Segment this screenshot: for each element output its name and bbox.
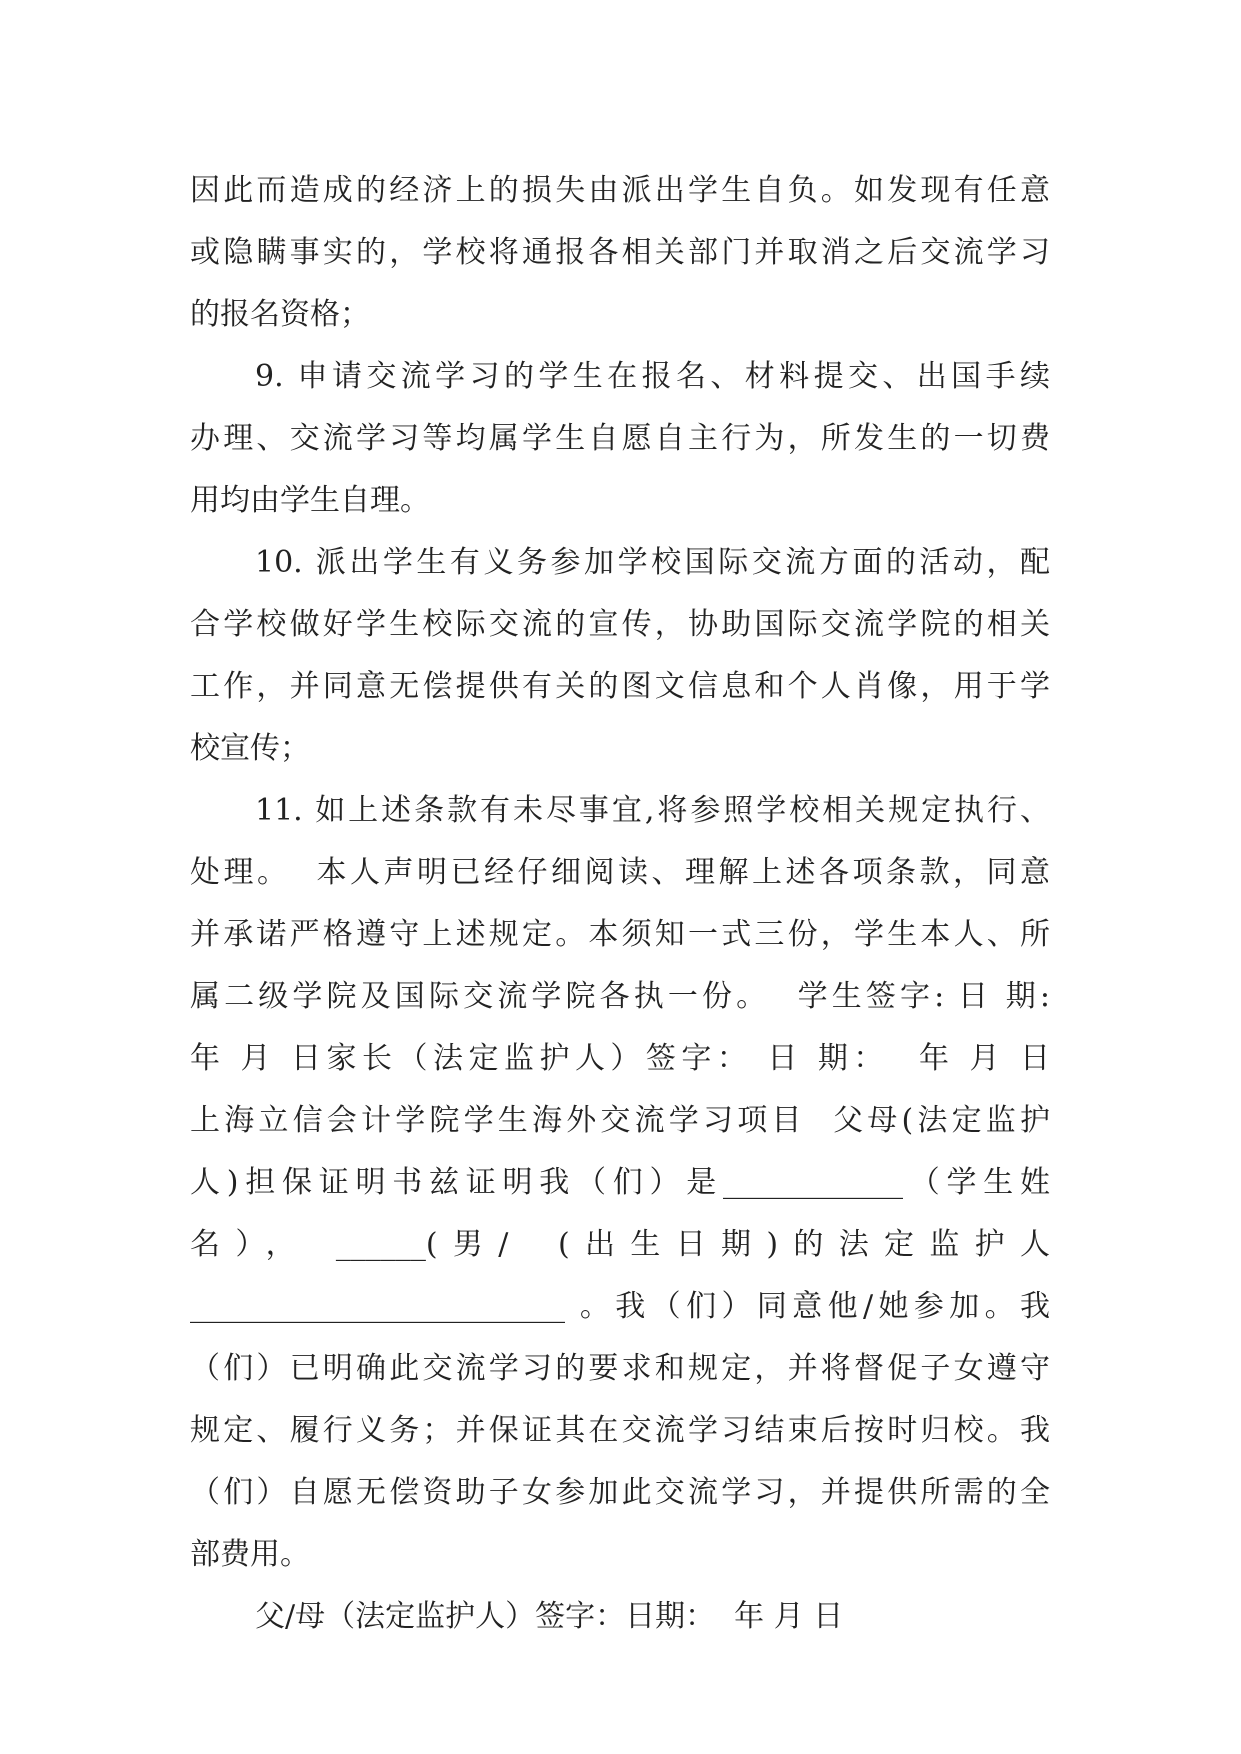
text-line: 11. 如上述条款有未尽事宜,将参照学校相关规定执行、 bbox=[255, 793, 1050, 828]
text-line: 并承诺严格遵守上述规定。本须知一式三份，学生本人、所 bbox=[190, 917, 1050, 952]
text-line: _________________________ 。我（们）同意他/她参加。我 bbox=[190, 1289, 1050, 1324]
text-line: 因此而造成的经济上的损失由派出学生自负。如发现有任意 bbox=[190, 173, 1050, 208]
text-line: 规定、履行义务；并保证其在交流学习结束后按时归校。我 bbox=[190, 1413, 1050, 1448]
text-line: （们）自愿无偿资助子女参加此交流学习，并提供所需的全 bbox=[190, 1475, 1050, 1510]
text-line: 属二级学院及国际交流学院各执一份。 学生签字: 日 期: bbox=[190, 979, 1050, 1014]
text-line: 人)担保证明书兹证明我（们）是____________（学生姓 bbox=[190, 1165, 1050, 1200]
text-line: 或隐瞒事实的，学校将通报各相关部门并取消之后交流学习 bbox=[190, 235, 1050, 270]
text-line: 9. 申请交流学习的学生在报名、材料提交、出国手续 bbox=[255, 359, 1050, 394]
text-line: 名）， ______(男/ (出生日期)的法定监护人 bbox=[190, 1227, 1050, 1262]
text-line: 的报名资格； bbox=[190, 297, 370, 332]
text-line: （们）已明确此交流学习的要求和规定，并将督促子女遵守 bbox=[190, 1351, 1050, 1386]
text-line: 办理、交流学习等均属学生自愿自主行为，所发生的一切费 bbox=[190, 421, 1050, 456]
text-line: 用均由学生自理。 bbox=[190, 483, 430, 518]
text-line: 校宣传； bbox=[190, 731, 310, 766]
text-line: 处理。 本人声明已经仔细阅读、理解上述各项条款，同意 bbox=[190, 855, 1050, 890]
text-line: 10. 派出学生有义务参加学校国际交流方面的活动，配 bbox=[255, 545, 1050, 580]
text-line: 父/母（法定监护人）签字：日期： 年 月 日 bbox=[255, 1599, 844, 1634]
document-body bbox=[190, 160, 1050, 1648]
text-line: 部费用。 bbox=[190, 1537, 310, 1572]
text-line: 合学校做好学生校际交流的宣传，协助国际交流学院的相关 bbox=[190, 607, 1050, 642]
text-line: 工作，并同意无偿提供有关的图文信息和个人肖像，用于学 bbox=[190, 669, 1050, 704]
text-line: 年 月 日家长（法定监护人）签字： 日 期： 年 月 日 bbox=[190, 1041, 1050, 1076]
text-line: 上海立信会计学院学生海外交流学习项目 父母(法定监护 bbox=[190, 1103, 1050, 1138]
